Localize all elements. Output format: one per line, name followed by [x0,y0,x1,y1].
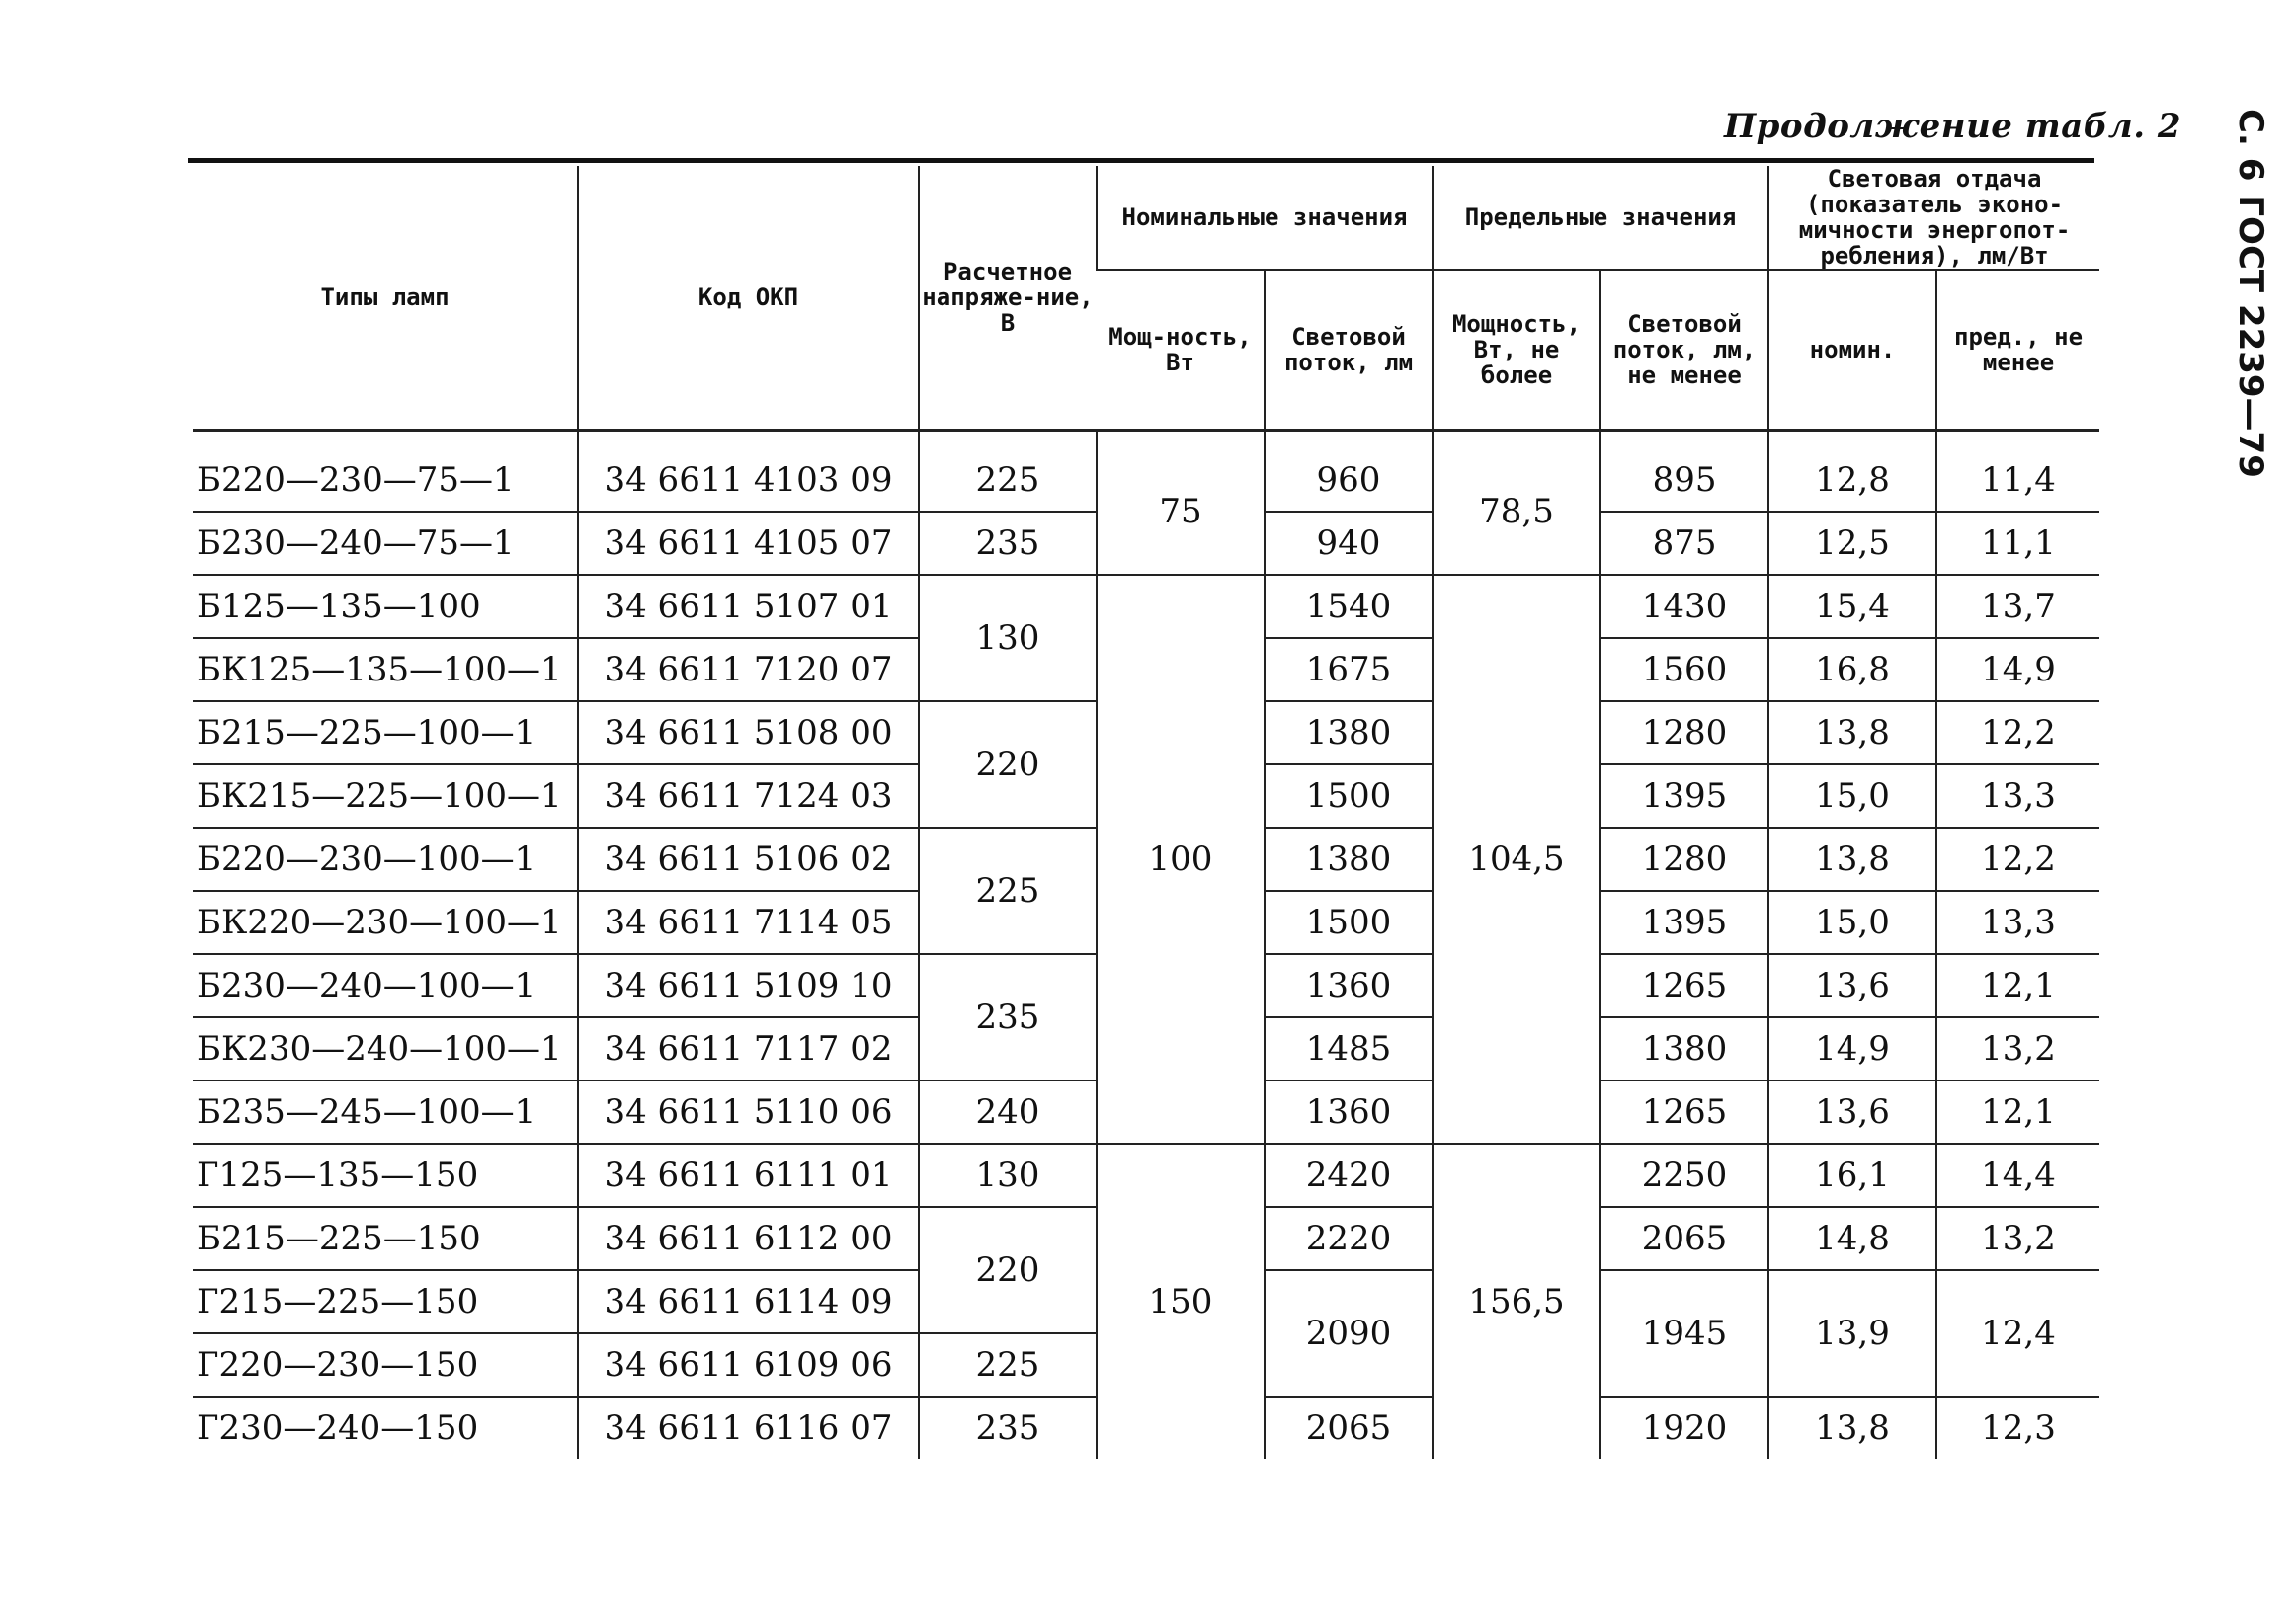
min-flux: 1380 [1600,1017,1768,1081]
nominal-flux: 940 [1265,512,1433,575]
efficacy-nom: 13,6 [1768,1081,1936,1144]
efficacy-min: 13,2 [1936,1017,2099,1081]
lamp-type: Б220—230—75—1 [193,431,578,513]
table-caption: Продолжение табл. 2 [1724,107,2182,146]
efficacy-nom: 14,8 [1768,1207,1936,1270]
efficacy-min: 13,3 [1936,891,2099,954]
voltage: 220 [919,1207,1097,1333]
lamp-type: Б230—240—100—1 [193,954,578,1017]
lamp-type: Б215—225—150 [193,1207,578,1270]
voltage: 235 [919,1397,1097,1459]
min-flux: 2250 [1600,1144,1768,1207]
max-power: 78,5 [1433,431,1600,576]
okp-code: 34 6611 4103 09 [578,431,919,513]
header-type: Типы ламп [193,166,578,431]
lamp-type: Г230—240—150 [197,1408,479,1448]
efficacy-nom: 13,6 [1768,954,1936,1017]
header-code: Код ОКП [578,166,919,431]
okp-code: 34 6611 5108 00 [578,701,919,764]
header-nominal-flux: Световой поток, лм [1265,270,1433,431]
min-flux: 2065 [1600,1207,1768,1270]
lamp-type: Г215—225—150 [193,1270,578,1333]
lamp-type: Г220—230—150 [193,1333,578,1397]
okp-code: 34 6611 7114 05 [578,891,919,954]
lamp-type: Б215—225—100—1 [193,701,578,764]
header-voltage: Расчетное напряже-ние, В [919,166,1097,431]
efficacy-nom: 14,9 [1768,1017,1936,1081]
lamp-type: Б235—245—100—1 [193,1081,578,1144]
okp-code: 34 6611 5107 01 [578,575,919,638]
nominal-flux: 1360 [1265,1081,1433,1144]
header-nominal-group: Номинальные значения [1097,166,1433,270]
min-flux: 1945 [1600,1270,1768,1397]
efficacy-nom: 13,8 [1768,828,1936,891]
lamp-type: БК125—135—100—1 [193,638,578,701]
okp-code: 34 6611 5106 02 [578,828,919,891]
top-rule [188,158,2094,163]
lamp-type: Б220—230—100—1 [193,828,578,891]
page-number: С. 6 [2231,109,2270,182]
efficacy-nom: 12,5 [1768,512,1936,575]
lamp-type: Б125—135—100 [193,575,578,638]
voltage: 130 [919,1144,1097,1207]
okp-code: 34 6611 6109 06 [578,1333,919,1397]
voltage: 220 [919,701,1097,828]
nominal-power: 100 [1097,575,1265,1144]
efficacy-min: 13,7 [1936,575,2099,638]
nominal-flux: 2065 [1265,1397,1433,1459]
lamp-type: БК215—225—100—1 [193,764,578,828]
standard-number: ГОСТ 2239—79 [2231,195,2270,478]
voltage: 225 [919,828,1097,954]
voltage: 240 [919,1081,1097,1144]
efficacy-nom: 13,8 [1768,701,1936,764]
lamp-type: БК230—240—100—1 [193,1017,578,1081]
efficacy-min: 12,2 [1936,828,2099,891]
efficacy-min: 11,4 [1936,431,2099,513]
min-flux: 1430 [1600,575,1768,638]
nominal-flux: 1540 [1265,575,1433,638]
table-body [193,431,2099,1460]
table-row [193,431,2099,513]
lamp-type: БК220—230—100—1 [193,891,578,954]
nominal-flux: 1675 [1265,638,1433,701]
header-efficacy-group: Световая отдача (показатель эконо-мичности энергопот-ребления), лм/Вт [1768,166,2099,270]
nominal-flux: 2220 [1265,1207,1433,1270]
nominal-flux: 1380 [1265,701,1433,764]
nominal-flux: 1500 [1265,891,1433,954]
okp-code: 34 6611 7117 02 [578,1017,919,1081]
efficacy-min: 13,2 [1936,1207,2099,1270]
page-side-label [2231,109,2270,492]
min-flux: 875 [1600,512,1768,575]
nominal-flux: 2420 [1265,1144,1433,1207]
header-efficacy-nom: номин. [1768,270,1936,431]
okp-code: 34 6611 6116 07 [578,1397,919,1459]
efficacy-nom: 12,8 [1768,431,1936,513]
efficacy-min: 12,2 [1936,701,2099,764]
voltage: 130 [919,575,1097,701]
header-limit-flux: Световой поток, лм, не менее [1600,270,1768,431]
min-flux: 1265 [1600,954,1768,1017]
header-limit-group: Предельные значения [1433,166,1768,270]
header-efficacy-min: пред., не менее [1936,270,2099,431]
efficacy-min: 12,4 [1936,1270,2099,1397]
okp-code: 34 6611 6112 00 [578,1207,919,1270]
min-flux: 1395 [1600,764,1768,828]
efficacy-min: 13,3 [1936,764,2099,828]
efficacy-min: 11,1 [1936,512,2099,575]
okp-code: 34 6611 5110 06 [578,1081,919,1144]
table-row [193,575,2099,638]
okp-code: 34 6611 6111 01 [578,1144,919,1207]
lamp-type: Г125—135—150 [193,1144,578,1207]
efficacy-nom: 15,4 [1768,575,1936,638]
table-row [193,1144,2099,1207]
min-flux: 1280 [1600,828,1768,891]
voltage: 235 [919,512,1097,575]
min-flux: 1920 [1600,1397,1768,1459]
efficacy-nom: 13,9 [1768,1270,1936,1397]
efficacy-min: 12,3 [1936,1397,2099,1459]
okp-code: 34 6611 6114 09 [578,1270,919,1333]
min-flux: 895 [1600,431,1768,513]
nominal-flux: 1485 [1265,1017,1433,1081]
min-flux: 1560 [1600,638,1768,701]
nominal-flux: 960 [1265,431,1433,513]
efficacy-min: 12,1 [1936,1081,2099,1144]
efficacy-nom: 15,0 [1768,891,1936,954]
nominal-power: 150 [1097,1144,1265,1459]
min-flux: 1280 [1600,701,1768,764]
min-flux: 1265 [1600,1081,1768,1144]
voltage: 225 [919,1333,1097,1397]
efficacy-min: 14,4 [1936,1144,2099,1207]
header-nominal-power: Мощ-ность, Вт [1097,270,1265,431]
efficacy-nom: 15,0 [1768,764,1936,828]
lamp-table [193,166,2099,1459]
voltage: 235 [919,954,1097,1081]
lamp-type: Б230—240—75—1 [193,512,578,575]
nominal-flux: 1380 [1265,828,1433,891]
voltage: 225 [919,431,1097,513]
efficacy-nom: 16,1 [1768,1144,1936,1207]
max-power: 104,5 [1433,575,1600,1144]
nominal-flux: 1500 [1265,764,1433,828]
efficacy-nom: 16,8 [1768,638,1936,701]
okp-code: 34 6611 5109 10 [578,954,919,1017]
efficacy-nom: 13,8 [1768,1397,1936,1459]
max-power: 156,5 [1433,1144,1600,1459]
min-flux: 1395 [1600,891,1768,954]
nominal-flux: 1360 [1265,954,1433,1017]
nominal-power: 75 [1097,431,1265,576]
efficacy-min: 12,1 [1936,954,2099,1017]
header-limit-power: Мощность, Вт, не более [1433,270,1600,431]
efficacy-min: 14,9 [1936,638,2099,701]
okp-code: 34 6611 7124 03 [578,764,919,828]
nominal-flux: 2090 [1265,1270,1433,1397]
okp-code: 34 6611 4105 07 [578,512,919,575]
okp-code: 34 6611 7120 07 [578,638,919,701]
